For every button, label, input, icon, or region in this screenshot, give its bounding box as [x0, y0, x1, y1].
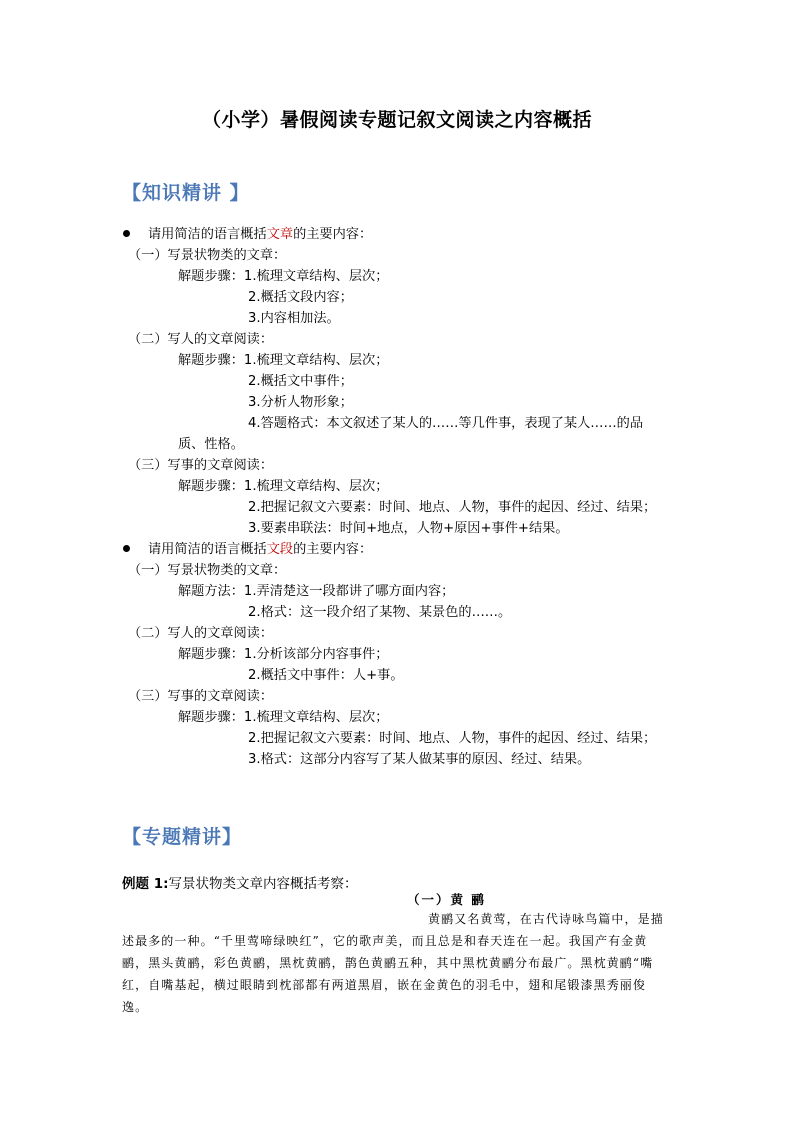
step-line: 2.概括文段内容；: [248, 290, 353, 305]
passage-line: 逸。: [122, 1000, 149, 1014]
step-line: 2.概括文中事件：人+事。: [248, 668, 404, 683]
bullet-icon: [123, 545, 130, 552]
step-line: 3.要素串联法：时间+地点，人物+原因+事件+结果。: [248, 521, 569, 536]
bullet-1-pre: 请用简洁的语言概括: [148, 227, 267, 242]
example-number: 例题 1:: [122, 876, 169, 892]
bullet-1-highlight: 文章: [266, 227, 294, 242]
section-heading-knowledge: 【知识精讲 】: [122, 182, 250, 204]
step-line: 4.答题格式：本文叙述了某人的……等几件事，表现了某人……的品: [248, 416, 644, 431]
step-line: 3.格式：这部分内容写了某人做某事的原因、经过、结果。: [248, 752, 591, 767]
step-line: 2.把握记叙文六要素：时间、地点、人物，事件的起因、经过、结果；: [248, 731, 657, 746]
step-line: 3.分析人物形象；: [248, 395, 353, 410]
example-description: 写景状物类文章内容概括考察：: [168, 876, 358, 892]
step-line: 3.内容相加法。: [248, 311, 340, 326]
step-line: 解题步骤：1.梳理文章结构、层次；: [178, 353, 389, 368]
section-heading-topic: 【专题精讲】: [122, 826, 243, 848]
bullet-2-post: 的主要内容：: [293, 542, 373, 557]
step-line: 解题步骤：1.梳理文章结构、层次；: [178, 269, 389, 284]
step-line: 解题方法：1.弄清楚这一段都讲了哪方面内容；: [178, 584, 455, 599]
passage-line: 红，自嘴基起，横过眼睛到枕部都有两道黑眉，嵌在金黄色的羽毛中，翅和尾锻漆黑秀丽俊: [122, 978, 647, 992]
passage-line: 述最多的一种。“千里莺啼绿映红”，它的歌声美，而且总是和春天连在一起。我国产有金黄: [122, 934, 648, 948]
example-1-label: [122, 872, 358, 892]
passage-title: （一）黄 鹂: [407, 892, 486, 907]
step-line: 质、性格。: [178, 437, 244, 452]
category-heading: （一）写景状物类的文章：: [128, 563, 287, 578]
category-heading: （二）写人的文章阅读：: [128, 626, 274, 641]
bullet-2-pre: 请用简洁的语言概括: [148, 542, 267, 557]
bullet-1-post: 的主要内容：: [293, 227, 373, 242]
step-line: 2.格式：这一段介绍了某物、某景色的……。: [248, 605, 512, 620]
step-line: 解题步骤：1.梳理文章结构、层次；: [178, 710, 389, 725]
category-heading: （二）写人的文章阅读：: [128, 332, 274, 347]
step-line: 解题步骤：1.分析该部分内容事件；: [178, 647, 389, 662]
category-heading: （三）写事的文章阅读：: [128, 689, 274, 704]
bullet-icon: [123, 230, 130, 237]
page-title: （小学）暑假阅读专题记叙文阅读之内容概括: [201, 109, 592, 131]
bullet-1-text: [148, 224, 372, 245]
step-line: 解题步骤：1.梳理文章结构、层次；: [178, 479, 389, 494]
step-line: 2.概括文中事件；: [248, 374, 353, 389]
bullet-2-text: [148, 539, 372, 560]
step-line: 2.把握记叙文六要素：时间、地点、人物，事件的起因、经过、结果；: [248, 500, 657, 515]
category-heading: （三）写事的文章阅读：: [128, 458, 274, 473]
category-heading: （一）写景状物类的文章：: [128, 248, 287, 263]
passage-line: 黄鹂又名黄莺，在古代诗咏鸟篇中，是描: [428, 912, 664, 926]
passage-line: 鹂，黑头黄鹂，彩色黄鹂，黑枕黄鹂，鹊色黄鹂五种，其中黑枕黄鹂分布最广。黑枕黄鹂“嘴: [122, 956, 654, 970]
bullet-2-highlight: 文段: [266, 542, 294, 557]
